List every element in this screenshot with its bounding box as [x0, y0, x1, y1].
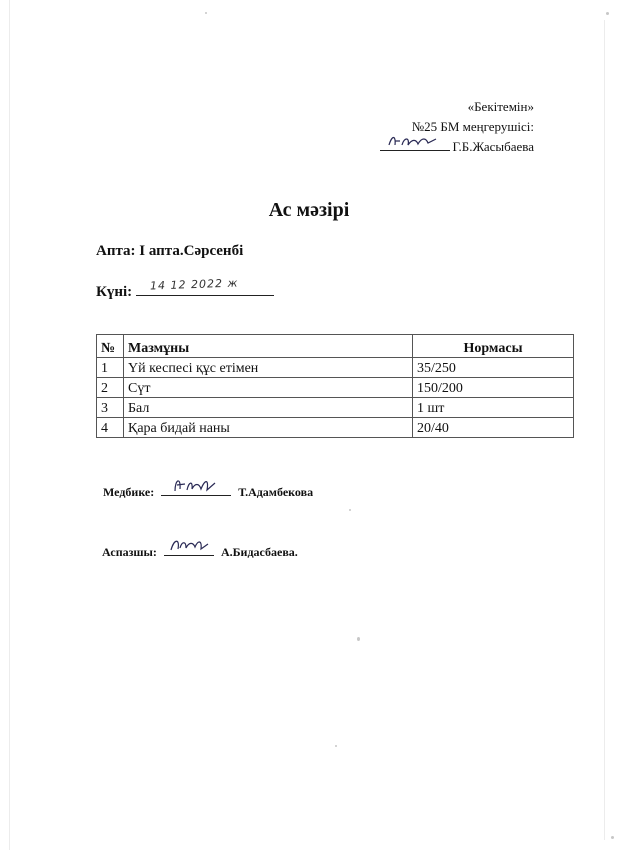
row-content: Қара бидай наны: [124, 418, 413, 438]
row-number: 2: [97, 378, 124, 398]
cook-name: А.Бидасбаева.: [220, 545, 298, 559]
row-number: 3: [97, 398, 124, 418]
date-row: [96, 278, 274, 301]
scan-speck: [606, 12, 609, 15]
approval-name: Г.Б.Жасыбаева: [452, 139, 534, 154]
handwritten-signature-icon: [168, 535, 212, 555]
table-row: [97, 358, 574, 378]
date-label: Күні:: [96, 284, 133, 300]
approval-signature: [380, 137, 450, 151]
row-number: 1: [97, 358, 124, 378]
row-content: Үй кеспесі құс етімен: [124, 358, 413, 378]
header-number: №: [97, 335, 124, 358]
handwritten-signature-icon: [386, 133, 446, 149]
cook-label: Аспазшы:: [102, 545, 157, 559]
handwritten-signature-icon: [171, 475, 221, 495]
scan-streak: [9, 0, 10, 850]
nurse-signature: [161, 481, 231, 496]
table-header-row: [97, 335, 574, 358]
nurse-name: Т.Адамбекова: [238, 485, 314, 499]
week-label: Апта: І апта.Сәрсенбі: [96, 243, 244, 259]
row-norm: 150/200: [413, 378, 574, 398]
cook-signature: [164, 541, 214, 556]
row-content: Сүт: [124, 378, 413, 398]
nurse-signature-row: [103, 481, 313, 500]
nurse-label: Медбике:: [103, 485, 155, 499]
approval-position: №25 БМ меңгерушісі:: [411, 119, 534, 134]
table-row: [97, 418, 574, 438]
table-row: [97, 398, 574, 418]
row-content: Бал: [124, 398, 413, 418]
cook-signature-row: [102, 541, 298, 560]
scan-streak: [604, 20, 605, 840]
approval-block: [380, 97, 534, 157]
header-content: Мазмұны: [124, 335, 413, 358]
row-norm: 20/40: [413, 418, 574, 438]
scan-speck: [357, 637, 360, 641]
scan-speck: [349, 509, 351, 511]
menu-table: [96, 334, 574, 438]
scan-speck: [205, 12, 207, 14]
row-number: 4: [97, 418, 124, 438]
row-norm: 35/250: [413, 358, 574, 378]
approval-signature-line: [380, 137, 534, 157]
approval-heading: «Бекітемін»: [467, 99, 534, 114]
header-norm: Нормасы: [413, 335, 574, 358]
scan-speck: [335, 745, 337, 747]
date-field: [136, 278, 274, 296]
table-row: [97, 378, 574, 398]
row-norm: 1 шт: [413, 398, 574, 418]
date-value: 14 12 2022 ж: [149, 276, 239, 293]
page-title: Ас мәзірі: [268, 199, 350, 221]
scan-speck: [611, 836, 614, 839]
